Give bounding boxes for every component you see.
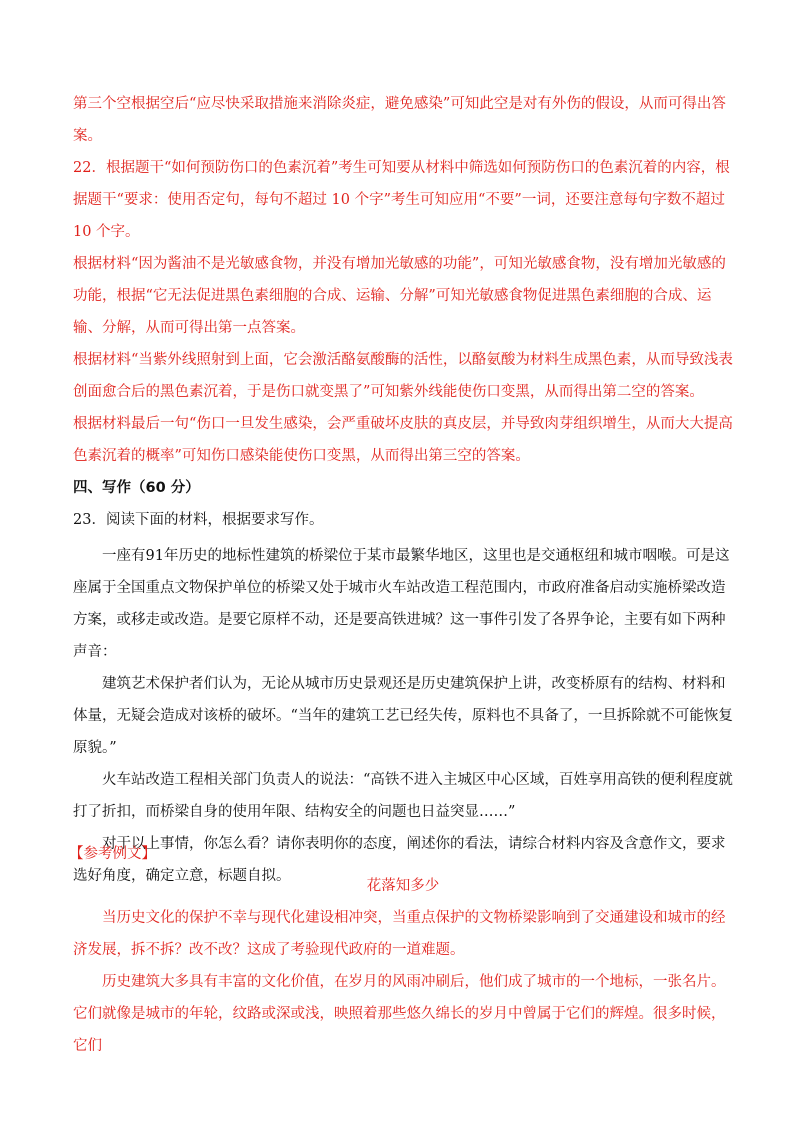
sample-essay-label: 【参考例文】 — [69, 846, 156, 862]
sample-essay-section — [69, 838, 733, 1062]
material-paragraph-3: 火车站改造工程相关部门负责人的说法：“高铁不进入主城区中心区域，百姓享用高铁的便利程度就打了折扣，而桥梁自身的使用年限、结构安全的问题也日益突显……” — [73, 772, 733, 820]
analysis-section — [73, 88, 733, 472]
material-paragraph-1: 一座有91年历史的地标性建筑的桥梁位于某市最繁华地区，这里也是交通枢纽和城市咽喉。可是这座属于全国重点文物保护单位的桥梁又处于城市火车站改造工程范围内，市政府准备启动实施桥梁改造方案，或移走或改造。是要它原样不动，还是要高铁进城？这一事件引发了各界争论，主要有如下两种声音： — [73, 548, 730, 660]
sample-essay-paragraph-2: 历史建筑大多具有丰富的文化价值，在岁月的风雨冲刷后，他们成了城市的一个地标，一张名片。它们就像是城市的年轮，纹路或深或浅，映照着那些悠久绵长的岁月中曾属于它们的辉煌。很多时候，它们 — [73, 974, 726, 1054]
sample-essay-paragraph-1: 当历史文化的保护不幸与现代化建设相冲突，当重点保护的文物桥梁影响到了交通建设和城市的经济发展，拆不拆？改不改？这成了考验现代政府的一道难题。 — [73, 910, 726, 958]
writing-requirement: 对于以上事情，你怎么看？请你表明你的态度，阐述你的看法，请综合材料内容及含意作文，要求选好角度，确定立意，标题自拟。 — [73, 836, 726, 884]
analysis-q22-point3: 根据材料最后一句“伤口一旦发生感染，会严重破坏皮肤的真皮层，并导致肉芽组织增生，从而大大提高色素沉着的概率”可知伤口感染能使伤口变黑，从而得出第三空的答案。 — [73, 416, 733, 464]
section-heading: 四、写作（60 分） — [73, 480, 200, 496]
analysis-q22-point2: 根据材料“当紫外线照射到上面，它会激活酪氨酸酶的活性，以酪氨酸为材料生成黑色素，从而导致浅表创面愈合后的黑色素沉着，于是伤口就变黑了”可知紫外线能使伤口变黑，从而得出第二空的答案。 — [73, 352, 733, 400]
question-23-intro: 23．阅读下面的材料，根据要求写作。 — [73, 512, 324, 528]
analysis-q22-point1: 根据材料“因为酱油不是光敏感食物，并没有增加光敏感的功能”，可知光敏感食物，没有增加光敏感的功能，根据“它无法促进黑色素细胞的合成、运输、分解”可知光敏感食物促进黑色素细胞的合成、运输、分解，从而可得出第一点答案。 — [73, 256, 726, 336]
material-paragraph-2: 建筑艺术保护者们认为，无论从城市历史景观还是历史建筑保护上讲，改变桥原有的结构、材料和体量，无疑会造成对该桥的破坏。“当年的建筑工艺已经失传，原料也不具备了，一旦拆除就不可能恢复原貌。” — [73, 676, 733, 756]
analysis-q22-intro: 22．根据题干“如何预防伤口的色素沉着”考生可知要从材料中筛选如何预防伤口的色素沉着的内容，根据题干“要求：使用否定句，每句不超过 10 个字”考生可知应用“不要”一词，还要注意每句字数不超过 10 个字。 — [73, 160, 730, 240]
sample-essay-title: 花落知多少 — [366, 878, 440, 894]
writing-section — [73, 472, 733, 892]
analysis-q21-tail: 第三个空根据空后“应尽快采取措施来消除炎症，避免感染”可知此空是对有外伤的假设，从而可得出答案。 — [73, 96, 726, 144]
